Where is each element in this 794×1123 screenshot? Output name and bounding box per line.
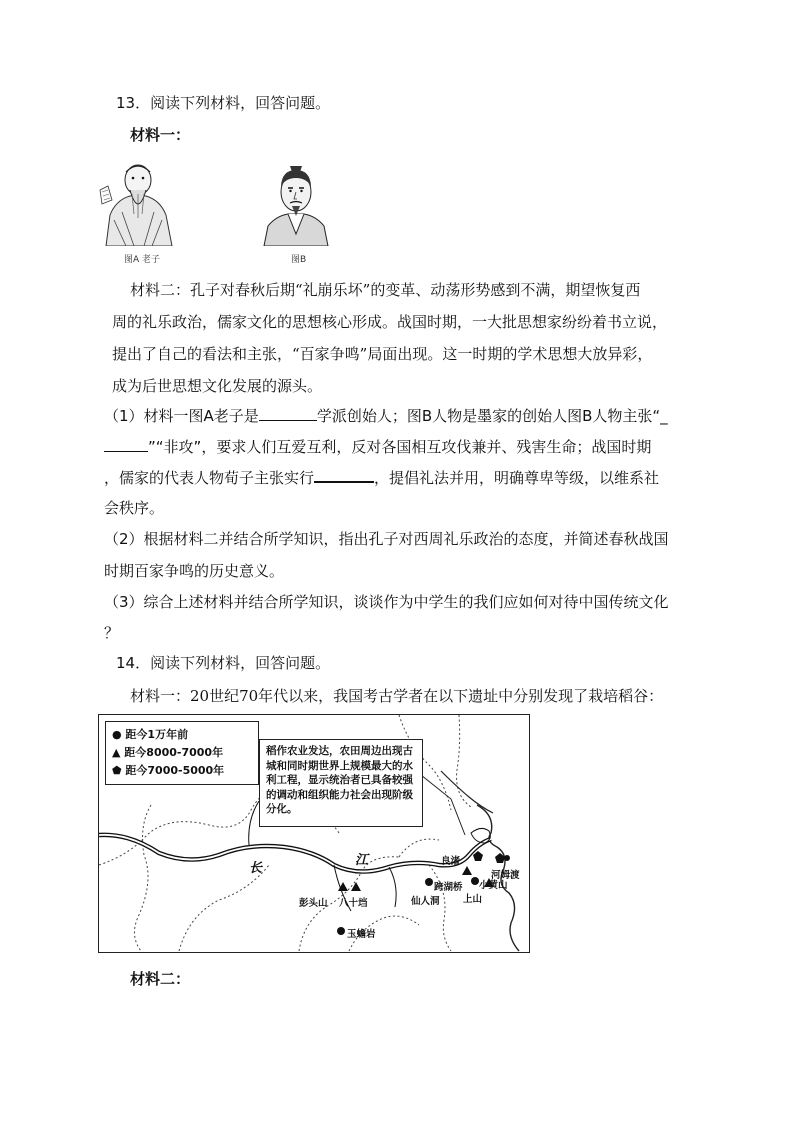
river-label-chang: 长 xyxy=(249,861,263,876)
q13-heading: 13．阅读下列材料，回答问题。 xyxy=(116,94,331,112)
liangzhu-callout-text: 稻作农业发达，农田周边出现古城和同时期世界上规模最大的水利工程，显示统治者已具备较强的调动和组织能力社会出现阶级分化。 xyxy=(266,745,413,815)
part-1-text-c: ”“非攻”，要求人们互爱互利，反对各国相互攻伐兼并、残害生命；战国时期 xyxy=(148,438,652,456)
liangzhu-callout-box xyxy=(259,739,423,827)
answer-blank-school[interactable] xyxy=(259,406,317,421)
part-1-line-2 xyxy=(104,436,651,458)
part-3-line-2: ？ xyxy=(104,624,120,642)
material-2-line-4: 成为后世思想文化发展的源头。 xyxy=(112,377,323,395)
part-1-text-b: 学派创始人；图B人物是墨家的创始人图B人物主张“_ xyxy=(316,407,668,425)
site-shangshan: 上山 xyxy=(463,894,483,905)
part-2-line-2: 时期百家争鸣的历史意义。 xyxy=(104,562,285,580)
answer-blank-mozi-idea[interactable] xyxy=(104,437,148,452)
part-1-text-e: ，提倡礼法并用，明确尊卑等级，以维系社 xyxy=(374,469,660,487)
laozi-portrait-image xyxy=(96,160,180,246)
legend-item-8000-7000-years: ▲ 距今8000-7000年 xyxy=(112,746,224,759)
q14-material-2-label: 材料二： xyxy=(130,970,191,988)
site-yuchanyan: 玉蟾岩 xyxy=(347,929,376,940)
mozi-portrait-image xyxy=(262,164,330,246)
river-label-jiang: 江 xyxy=(355,853,369,868)
answer-blank-xunzi-idea[interactable] xyxy=(314,467,374,483)
part-1-line-3 xyxy=(104,467,659,489)
q14-material-1-text: 材料一：20世纪70年代以来，我国考古学者在以下遗址中分别发现了栽培稻谷： xyxy=(130,687,664,705)
part-1-line-4: 会秩序。 xyxy=(104,499,165,517)
part-1-text-a: （1）材料一图A老子是 xyxy=(104,407,259,425)
legend-item-10000-years: ● 距今1万年前 xyxy=(112,728,189,741)
site-kuahuqiao: 跨湖桥 xyxy=(434,882,463,893)
rice-sites-map xyxy=(98,714,530,953)
material-2-line-3: 提出了自己的看法和主张，“百家争鸣”局面出现。这一时期的学术思想大放异彩， xyxy=(112,345,653,363)
q13-material-1-label: 材料一： xyxy=(130,126,191,144)
legend-item-7000-5000-years: ⬟ 距今7000-5000年 xyxy=(112,764,225,777)
part-2-line-1: （2）根据材料二并结合所学知识，指出孔子对西周礼乐政治的态度，并简述春秋战国 xyxy=(104,530,669,548)
q14-heading: 14．阅读下列材料，回答问题。 xyxy=(116,654,331,672)
site-hemudu: 河姆渡 xyxy=(491,870,520,881)
material-2-line-1: 材料二：孔子对春秋后期“礼崩乐坏”的变革、动荡形势感到不满，期望恢复西 xyxy=(130,281,641,299)
site-bashidang: 八十垱 xyxy=(339,898,368,909)
figure-b-caption: 图B xyxy=(291,255,307,265)
part-1-line-1 xyxy=(104,405,668,427)
site-liangzhu: 良渚 xyxy=(441,856,461,867)
figure-a-caption: 图A 老子 xyxy=(124,255,161,265)
map-legend xyxy=(105,721,259,785)
material-2-line-2: 周的礼乐政治，儒家文化的思想核心形成。战国时期，一大批思想家纷纷着书立说， xyxy=(112,313,668,331)
part-3-line-1: （3）综合上述材料并结合所学知识，谈谈作为中学生的我们应如何对待中国传统文化 xyxy=(104,593,669,611)
part-1-text-d: ，儒家的代表人物荀子主张实行 xyxy=(104,469,315,487)
site-xianrendong: 仙人洞 xyxy=(411,896,440,907)
site-pengtoushan: 彭头山 xyxy=(299,898,328,909)
site-xiaohuangshan: 小黄山 xyxy=(479,880,508,891)
